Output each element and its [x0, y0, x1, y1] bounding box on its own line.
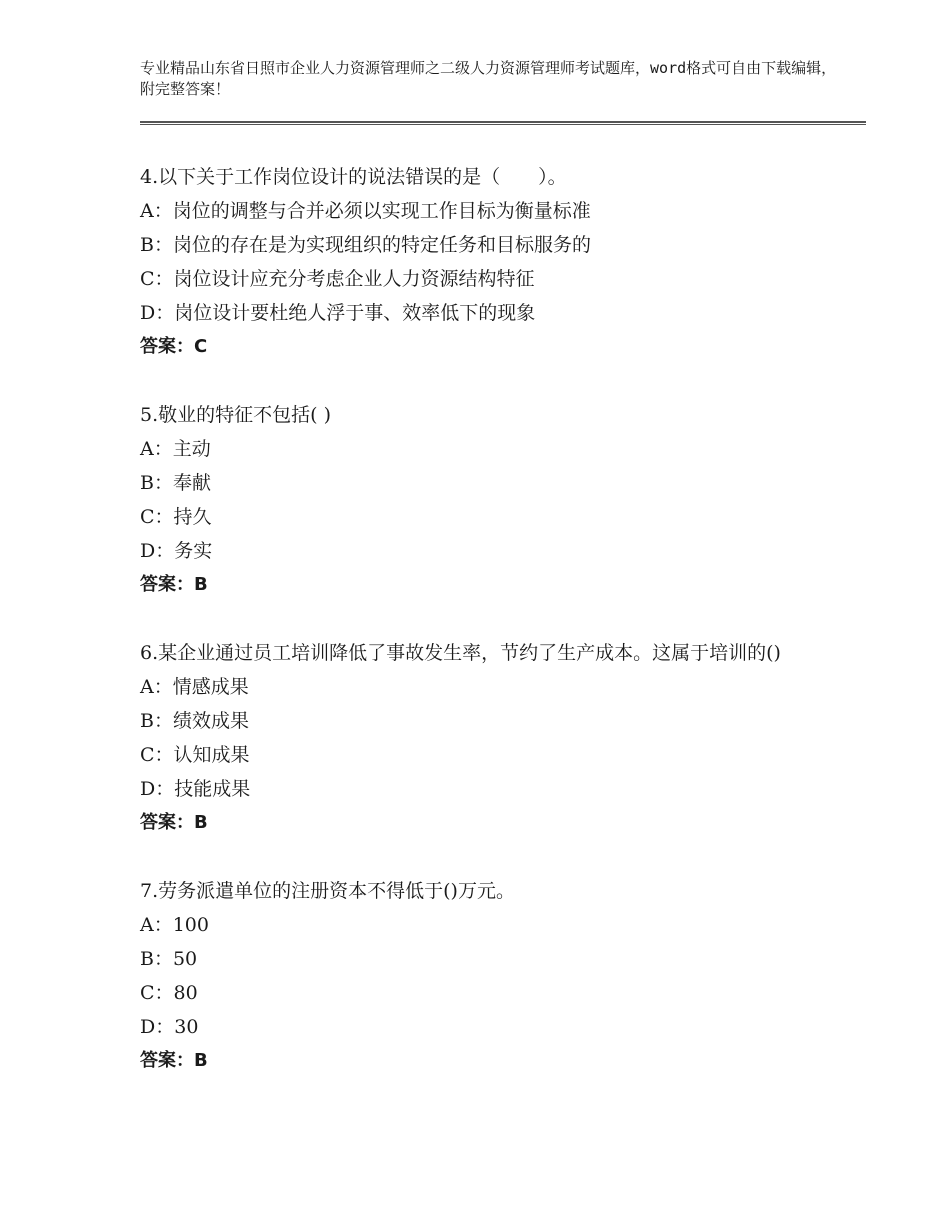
option-a: A：100	[140, 914, 209, 936]
option-c: C：岗位设计应充分考虑企业人力资源结构特征	[140, 268, 535, 290]
option-d: D：务实	[140, 540, 213, 562]
option-c: C：认知成果	[140, 744, 250, 766]
option-a: A：主动	[140, 438, 211, 460]
option-b: B：奉献	[140, 472, 211, 494]
option-a: A：岗位的调整与合并必须以实现工作目标为衡量标准	[140, 200, 591, 222]
option-b: B：绩效成果	[140, 710, 249, 732]
answer-label: 答案：C	[140, 336, 208, 357]
question-stem: 6.某企业通过员工培训降低了事故发生率，节约了生产成本。这属于培训的()	[140, 642, 781, 664]
document-header	[140, 58, 840, 100]
question-list	[140, 160, 810, 1112]
option-a: A：情感成果	[140, 676, 249, 698]
option-d: D：技能成果	[140, 778, 251, 800]
answer-label: 答案：B	[140, 812, 208, 833]
option-d: D：岗位设计要杜绝人浮于事、效率低下的现象	[140, 302, 536, 324]
question-stem: 5.敬业的特征不包括( )	[140, 404, 331, 426]
header-title: 专业精品山东省日照市企业人力资源管理师之二级人力资源管理师考试题库，word格式可自由下载编辑，附完整答案！	[140, 59, 837, 98]
question-6	[140, 636, 810, 840]
option-c: C：80	[140, 982, 198, 1004]
question-5	[140, 398, 810, 602]
option-b: B：岗位的存在是为实现组织的特定任务和目标服务的	[140, 234, 591, 256]
header-divider	[140, 121, 866, 125]
answer-label: 答案：B	[140, 1050, 208, 1071]
option-d: D：30	[140, 1016, 199, 1038]
option-b: B：50	[140, 948, 198, 970]
question-4	[140, 160, 810, 364]
question-stem: 7.劳务派遣单位的注册资本不得低于()万元。	[140, 880, 515, 902]
question-7	[140, 874, 810, 1078]
answer-label: 答案：B	[140, 574, 208, 595]
option-c: C：持久	[140, 506, 212, 528]
question-stem: 4.以下关于工作岗位设计的说法错误的是（ ）。	[140, 166, 567, 188]
